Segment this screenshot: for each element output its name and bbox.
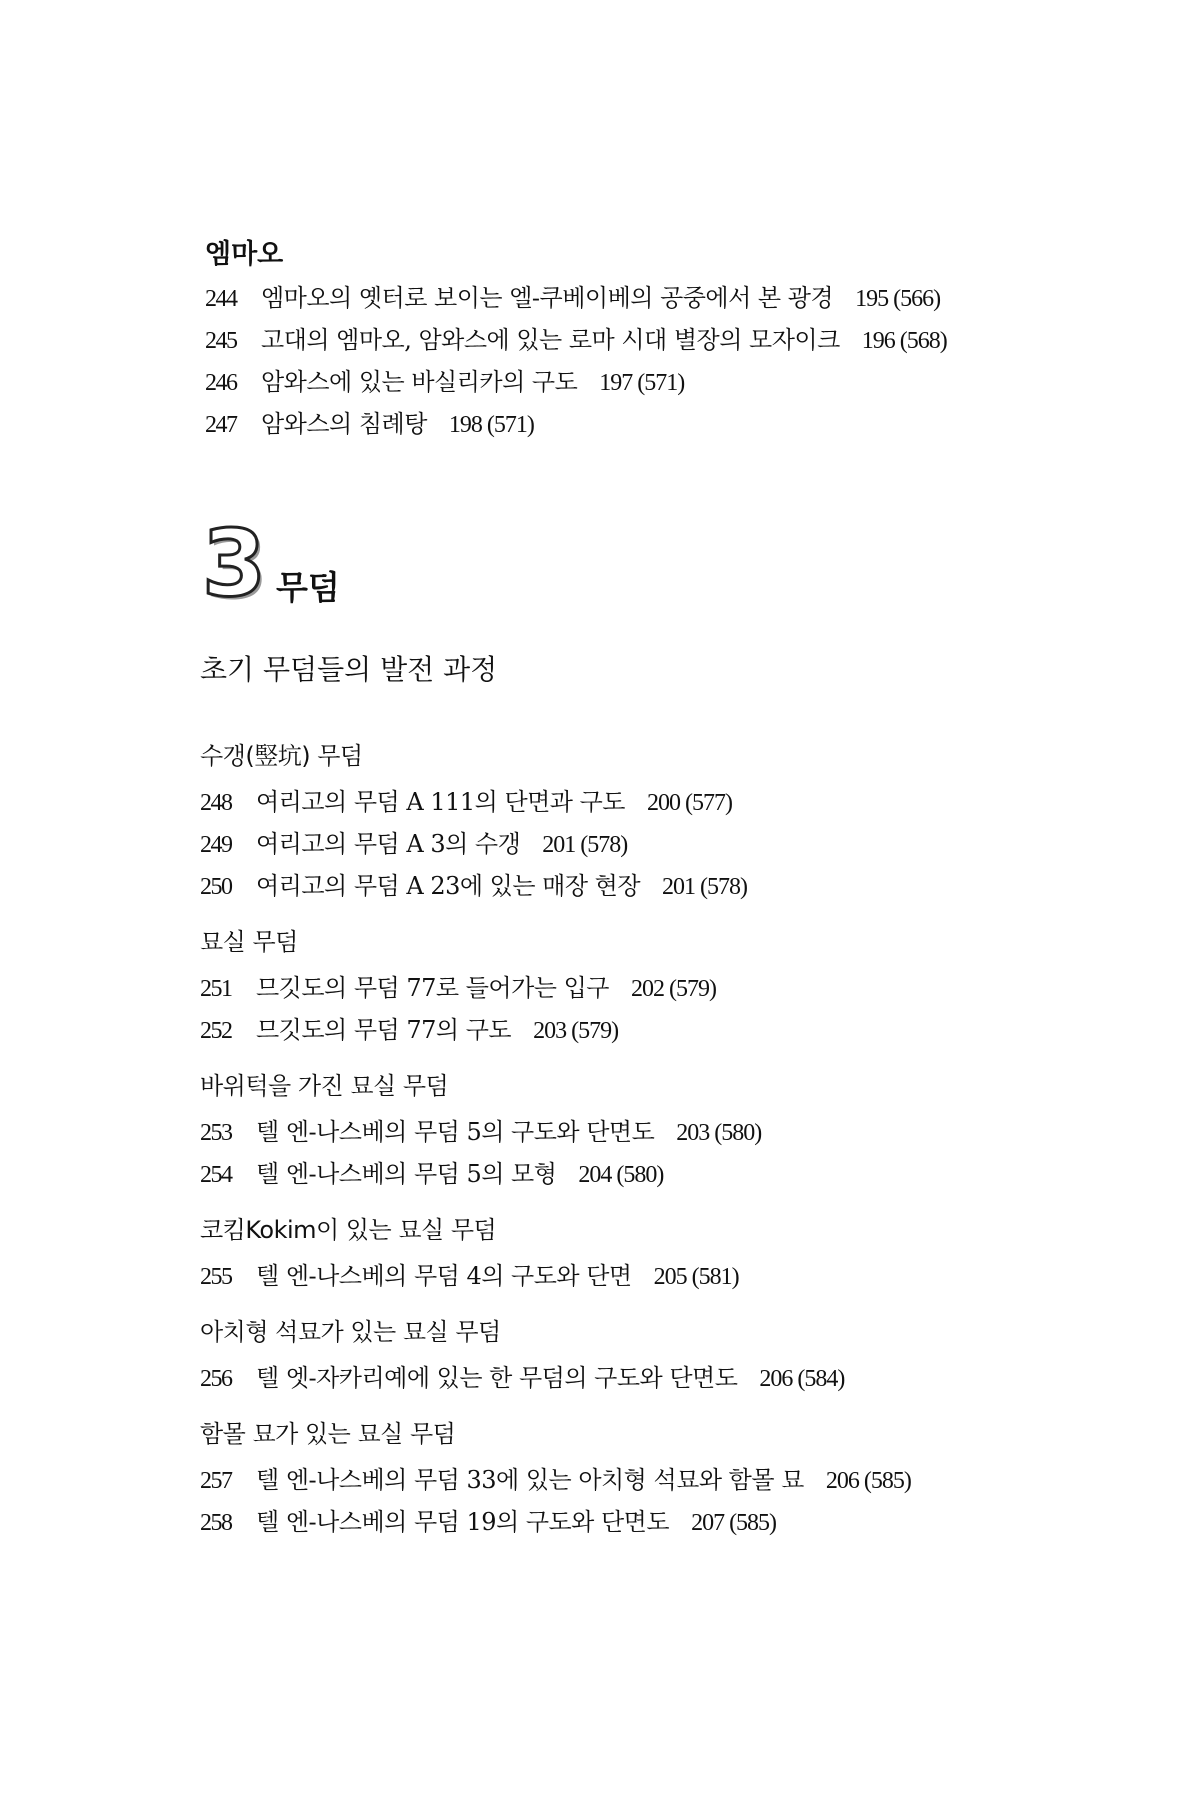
group-heading: 바위턱을 가진 묘실 무덤 [200, 1072, 449, 1100]
entry-number: 250 [200, 874, 232, 900]
entry-pages: 206 (585) [825, 1468, 911, 1494]
entry-title: 고대의 엠마오, 암와스에 있는 로마 시대 별장의 모자이크 [261, 326, 840, 354]
entry-title: 므깃도의 무덤 77의 구도 [256, 1016, 512, 1044]
group-heading: 함몰 묘가 있는 묘실 무덤 [200, 1420, 456, 1448]
entry-number: 248 [200, 790, 232, 816]
entry-pages: 203 (580) [676, 1120, 762, 1146]
entry-pages: 207 (585) [691, 1510, 777, 1536]
list-item [205, 362, 684, 397]
chapter-title: 무덤 [276, 568, 340, 607]
entry-pages: 203 (579) [533, 1018, 619, 1044]
entry-pages: 204 (580) [578, 1162, 664, 1188]
entry-pages: 200 (577) [647, 790, 732, 816]
entry-title: 텔 엔-나스베의 무덤 33에 있는 아치형 석묘와 함몰 묘 [256, 1466, 804, 1494]
entry-number: 252 [200, 1018, 232, 1044]
entry-number: 245 [205, 328, 237, 354]
entry-title: 여리고의 무덤 A 23에 있는 매장 현장 [256, 872, 641, 900]
list-item [200, 824, 627, 859]
group-heading: 아치형 석묘가 있는 묘실 무덤 [200, 1318, 501, 1346]
list-item [205, 320, 947, 355]
list-item [200, 782, 732, 817]
entry-title: 여리고의 무덤 A 3의 수갱 [256, 830, 521, 858]
list-item [200, 1154, 663, 1189]
entry-title: 므깃도의 무덤 77로 들어가는 입구 [256, 974, 609, 1002]
list-item [200, 1460, 911, 1495]
chapter-number: 3 [202, 510, 267, 617]
list-item [200, 1010, 618, 1045]
entry-pages: 206 (584) [759, 1366, 845, 1392]
entry-pages: 196 (568) [861, 328, 947, 354]
entry-title: 엠마오의 옛터로 보이는 엘-쿠베이베의 공중에서 본 광경 [261, 284, 834, 312]
list-item [200, 1256, 739, 1291]
entry-title: 텔 엔-나스베의 무덤 4의 구도와 단면 [256, 1262, 632, 1290]
entry-number: 249 [200, 832, 232, 858]
chapter-subtitle: 초기 무덤들의 발전 과정 [200, 653, 498, 686]
entry-title: 암와스의 침례탕 [261, 410, 427, 438]
entry-pages: 198 (571) [448, 412, 534, 438]
group-heading: 코킴Kokim이 있는 묘실 무덤 [200, 1216, 497, 1244]
entry-title: 암와스에 있는 바실리카의 구도 [261, 368, 578, 396]
entry-pages: 205 (581) [653, 1264, 739, 1290]
list-item [200, 866, 747, 901]
list-item [200, 1502, 776, 1537]
group-heading: 묘실 무덤 [200, 928, 298, 956]
entry-pages: 202 (579) [630, 976, 716, 1002]
entry-number: 246 [205, 370, 237, 396]
entry-number: 258 [200, 1510, 232, 1536]
entry-number: 256 [200, 1366, 232, 1392]
list-item [205, 404, 534, 439]
entry-title: 텔 엔-나스베의 무덤 5의 구도와 단면도 [256, 1118, 655, 1146]
list-item [200, 1358, 844, 1393]
list-item [205, 278, 940, 313]
entry-number: 254 [200, 1162, 232, 1188]
entry-number: 257 [200, 1468, 232, 1494]
entry-number: 255 [200, 1264, 232, 1290]
entry-number: 244 [205, 286, 237, 312]
entry-number: 253 [200, 1120, 232, 1146]
entry-title: 텔 엣-자카리예에 있는 한 무덤의 구도와 단면도 [256, 1364, 738, 1392]
entry-title: 여리고의 무덤 A 111의 단면과 구도 [256, 788, 625, 816]
list-item [200, 968, 716, 1003]
entry-title: 텔 엔-나스베의 무덤 5의 모형 [256, 1160, 557, 1188]
entry-pages: 201 (578) [662, 874, 748, 900]
group-heading: 수갱(竪坑) 무덤 [200, 742, 363, 770]
section-heading-emmaus: 엠마오 [205, 239, 284, 270]
entry-pages: 195 (566) [855, 286, 941, 312]
entry-pages: 197 (571) [599, 370, 685, 396]
entry-pages: 201 (578) [542, 832, 628, 858]
entry-number: 251 [200, 976, 232, 1002]
list-item [200, 1112, 761, 1147]
entry-number: 247 [205, 412, 237, 438]
entry-title: 텔 엔-나스베의 무덤 19의 구도와 단면도 [256, 1508, 670, 1536]
